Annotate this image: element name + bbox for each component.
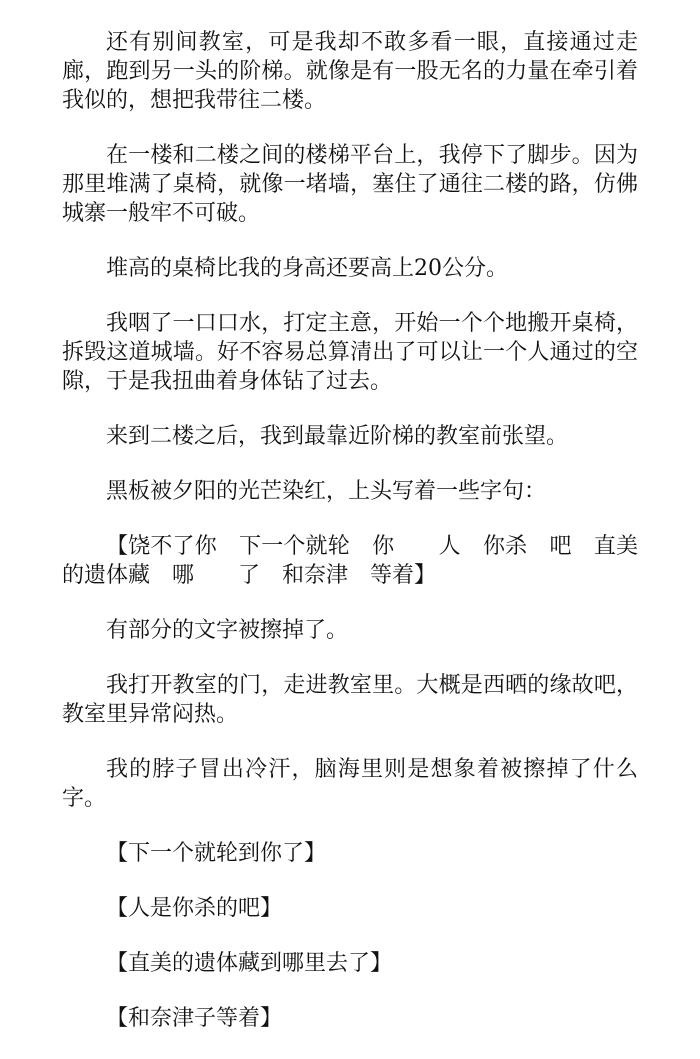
- paragraph-corridor: 还有别间教室，可是我却不敢多看一眼，直接通过走廊，跑到另一头的阶梯。就像是有一股无名的力量在牵引着我似的，想把我带往二楼。: [62, 30, 638, 113]
- paragraph-landing: 在一楼和二楼之间的楼梯平台上，我停下了脚步。因为那里堆满了桌椅，就像一堵墙，塞住了通往二楼的路，仿佛城寨一般牢不可破。: [62, 143, 638, 226]
- paragraph-guess-2: 【人是你杀的吧】: [106, 896, 283, 921]
- paragraph-blackboard-text: 【饶不了你 下一个就轮 你 人 你杀 吧 直美的遗体藏 哪 了 和奈津 等着】: [62, 534, 638, 588]
- paragraph-height: 堆高的桌椅比我的身高还要高上20公分。: [106, 256, 508, 281]
- paragraph-wall: 我咽了一口口水，打定主意，开始一个个地搬开桌椅，拆毁这道城墙。好不容易总算清出了可以让一个人通过的空隙，于是我扭曲着身体钻了过去。: [62, 311, 638, 394]
- paragraph-sweat: 我的脖子冒出冷汗，脑海里则是想象着被擦掉了什么字。: [62, 757, 638, 811]
- document-body: [62, 28, 638, 1059]
- paragraph-guess-1: 【下一个就轮到你了】: [106, 841, 327, 866]
- paragraph-second-floor: 来到二楼之后，我到最靠近阶梯的教室前张望。: [106, 424, 569, 449]
- paragraph-erased: 有部分的文字被擦掉了。: [106, 618, 349, 643]
- paragraph-blackboard: 黑板被夕阳的光芒染红，上头写着一些字句：: [106, 479, 547, 504]
- paragraph-classroom: 我打开教室的门，走进教室里。大概是西晒的缘故吧，教室里异常闷热。: [62, 673, 638, 727]
- paragraph-guess-4: 【和奈津子等着】: [106, 1006, 283, 1031]
- paragraph-guess-3: 【直美的遗体藏到哪里去了】: [106, 951, 393, 976]
